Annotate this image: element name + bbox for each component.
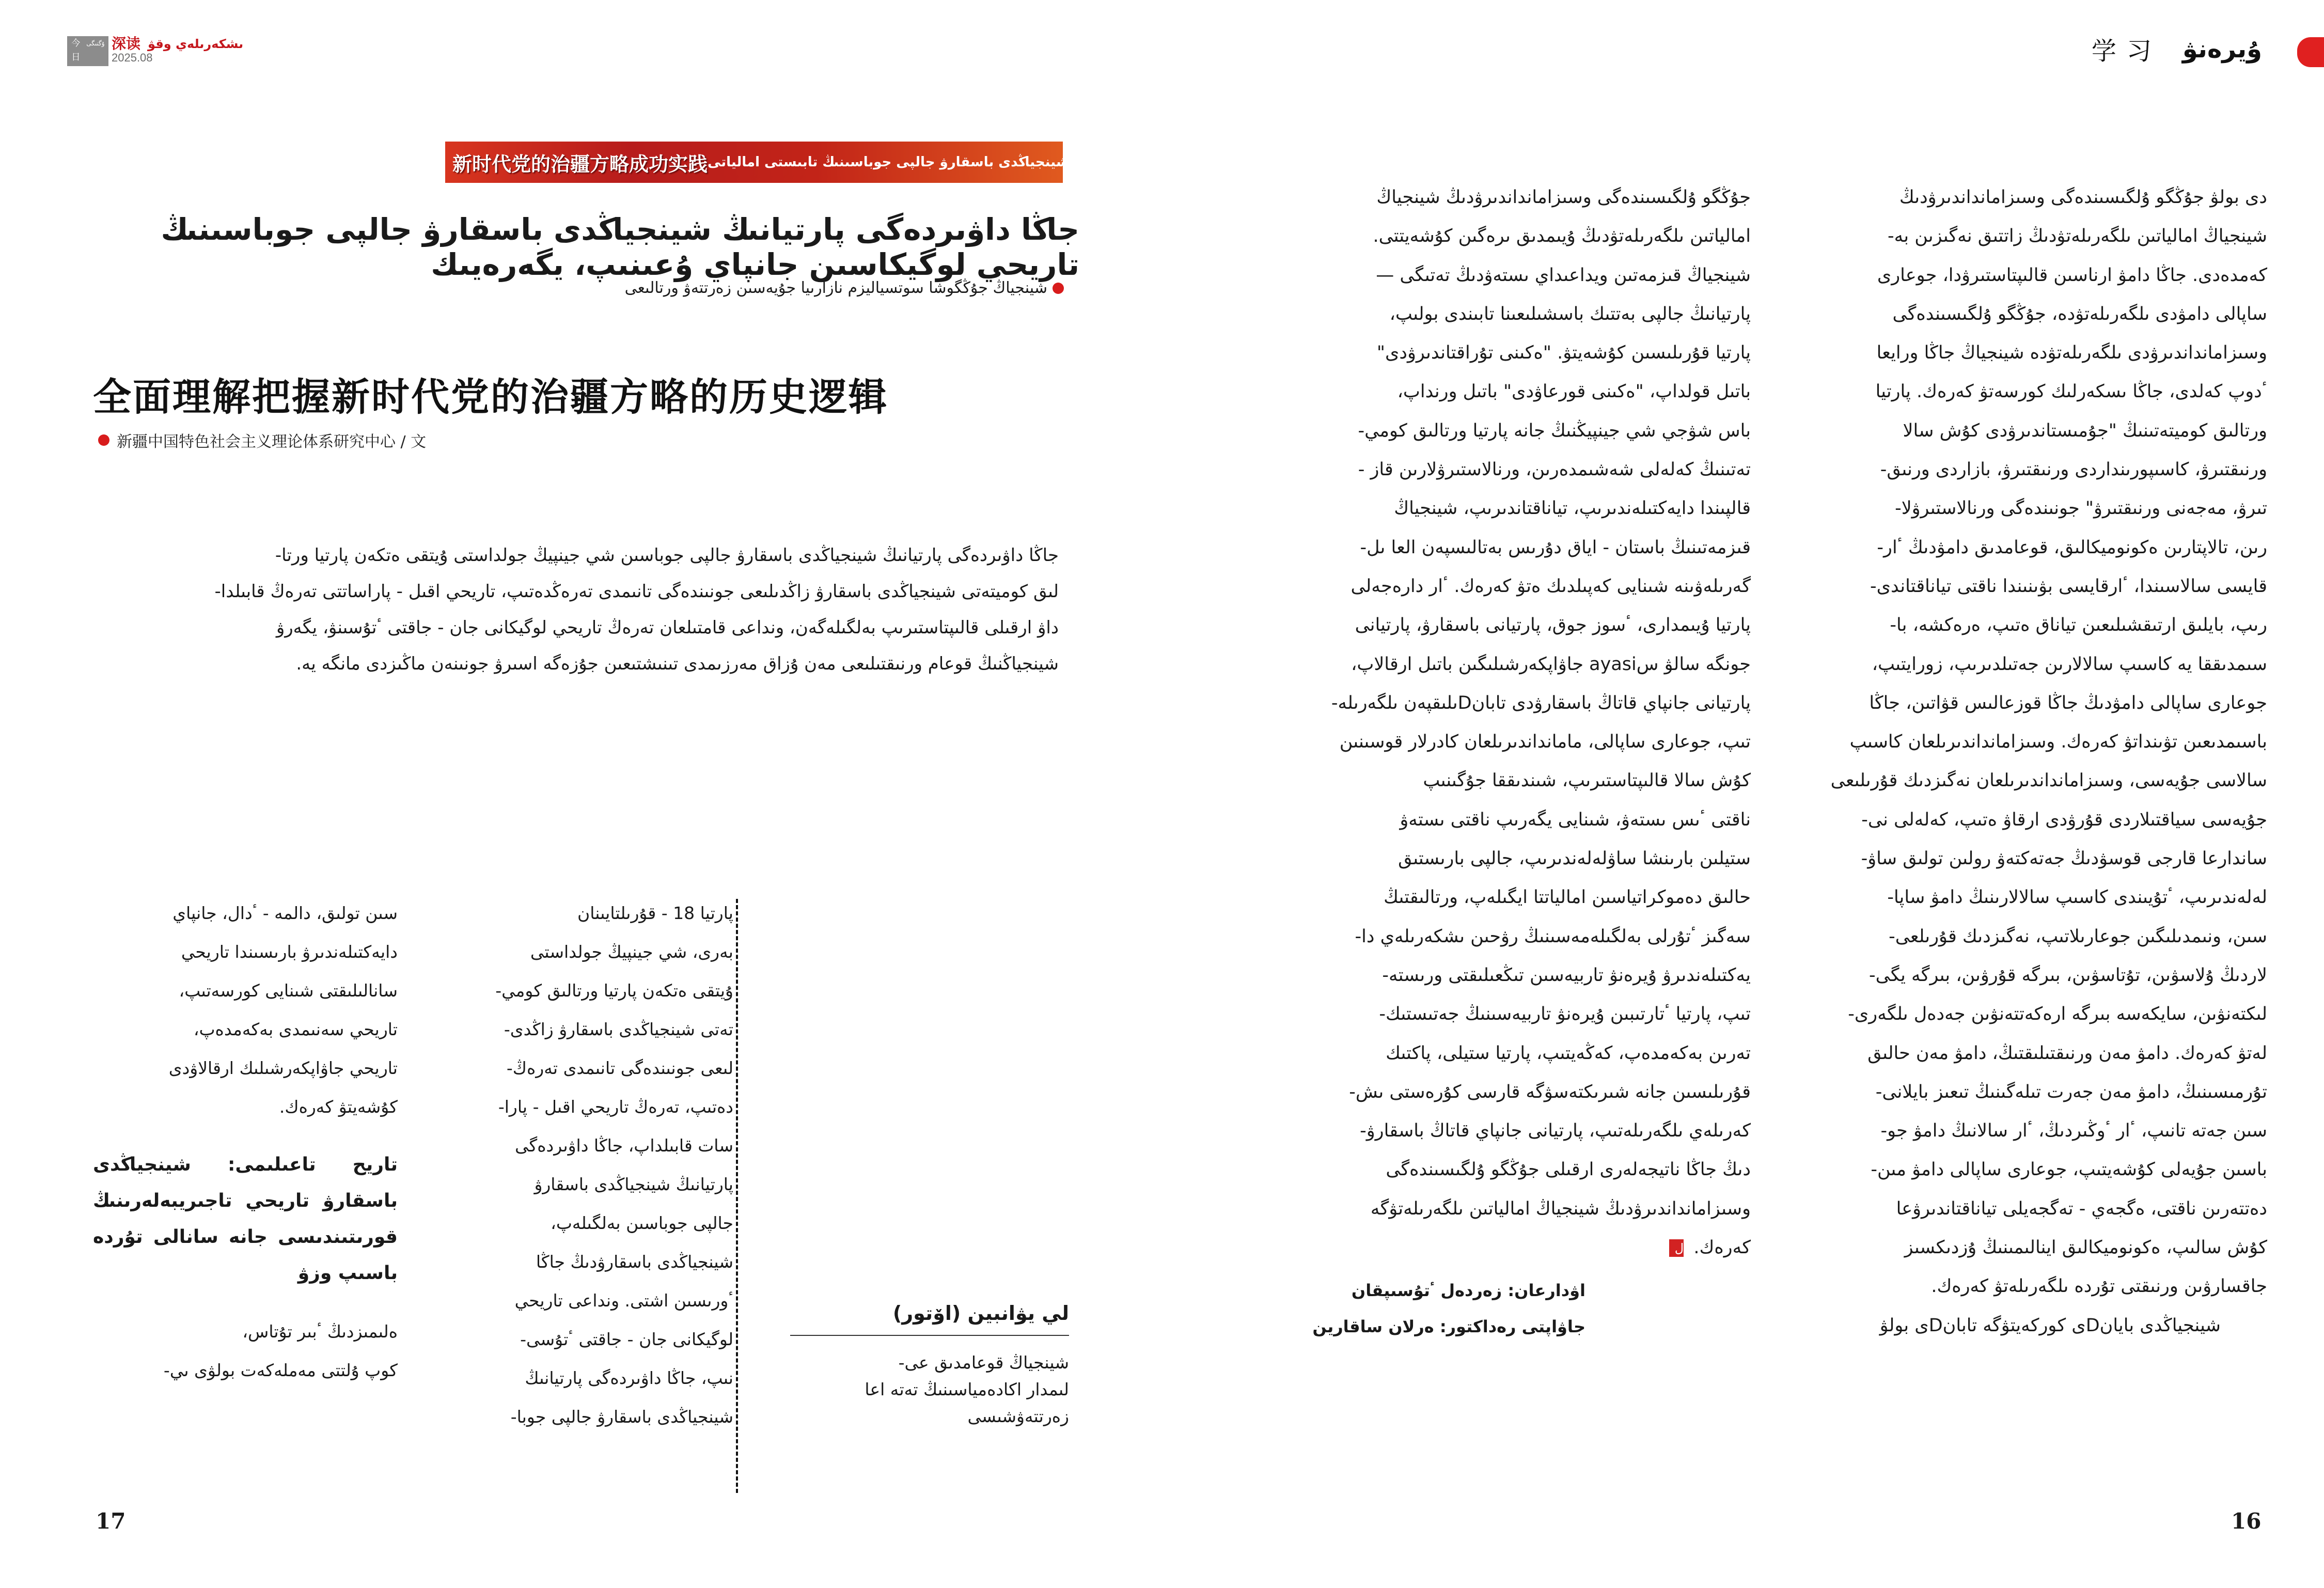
text-line: وسىزامانداندىرۋدى ىلگەرىلەتۋدە شينجياڭ جاڭا ورايعا <box>1876 342 2267 364</box>
text-line: يەكتىلەندىرۋ ۇيرەنۋ تاربيەسىن تىڭعىلىقتى ورىستە- <box>1382 964 1751 986</box>
text-line: پارتيا قۇرىلىسىن كۇشەيتۋ. "ەكىنى تۇراقتاندىرۋدى" <box>1376 342 1751 364</box>
section-name-cn: 学习 <box>2091 37 2162 66</box>
banner-text-ug: جاڭا داۋىردەگى پارتيانىڭ شينجياڭدى باسقارۋ جالپى جوباسىنىڭ تابىستى امالياتى <box>708 154 1234 170</box>
banner-text-cn: 新时代党的治疆方略成功实践 <box>452 152 708 176</box>
lead-line: شينجياڭنىڭ قوعام ورنىقتىلىعى مەن ۇزاق مەرزىمدى تىنىشتىعىن جۇزەگە اسىرۋ جونىنەن ماڭىزدى مانگە يە. <box>296 653 1059 674</box>
article-lead <box>207 537 1059 682</box>
editor-credit: جاۋاپتى رەداكتور: ەرلان ساقارين <box>1312 1317 1585 1337</box>
text-line: ورتالىق كوميتەتىنىڭ "جۇمىستاندىرۋدى كۇش سالا <box>1903 420 2267 441</box>
text-line: جاقسارۋىن ورنىقتى تۇردە ىلگەرىلەتۋ كەرەك. <box>1931 1276 2267 1297</box>
section-header <box>2092 31 2262 67</box>
text-line: تۇرمىسىنىڭ، دامۋ مەن جەرت تىلەگىنىڭ تىعىز بايلانى- <box>1875 1081 2267 1102</box>
topic-banner <box>445 142 1234 183</box>
text-line: ناقتى ٴىس ىستەۋ، شىنايى يگەرىپ ناقتى ىستەۋ <box>1400 809 1751 830</box>
lead-line: لىق كوميتەتى شينجياڭدى باسقارۋ زاڭدىلىعى جونىندەگى تانىمدى تەرەڭدەتىپ، تاريحي اقىل - پاراساتتى تەرەڭ قابىلدا- <box>214 581 1059 602</box>
byline-cn-text: 新疆中国特色社会主义理论体系研究中心 / 文 <box>117 433 427 451</box>
author-box <box>790 1302 1069 1430</box>
text-line: تىرۋ، مەجەنى ورنىقتىرۋ" جونىندەگى ورنالاستىرۋلا- <box>1895 498 2267 519</box>
text-line: باسىن جۇيەلى كۇشەيتىپ، جوعارى ساپالى دامۋ مىن- <box>1871 1159 2267 1180</box>
text-line: شينجياڭ امالياتىن ىلگەرىلەتۋدىڭ زاتتىق نەگىزىن بە- <box>1887 226 2267 247</box>
text-line: لەلەندىرىپ، ٴتۇيىندى كاسىپ سالالارىنىڭ دامۋ ساپا- <box>1887 887 2267 908</box>
section-name-ug: ۇيرەنۋ <box>2182 34 2262 64</box>
bullet-dot-icon <box>1053 283 1064 294</box>
column-name-ug: ىشكەرىلەي وقۋ <box>148 37 244 51</box>
text-line: لەتۋ كەرەك. دامۋ مەن ورنىقتىلىقتىڭ، دامۋ مەن حالىق <box>1867 1042 2267 1064</box>
issue-number: 2025.08 <box>112 51 153 64</box>
text-line: تەرىن بەكەمدەپ، كەڭەيتىپ، پارتيا ستيلى، پاكتىك <box>1386 1042 1751 1064</box>
text-line: سىن، ونىمدىلىگىن جوعارىلاتىپ، نەگىزدىك قۇرىلعى- <box>1889 926 2267 947</box>
text-line: شينجياڭ قوعامدىق عى- <box>898 1352 1069 1373</box>
text-line: دىڭ جاڭا ناتيجەلەرى ارقىلى جۇڭگو ۇلگىسىندەگى <box>1386 1159 1751 1180</box>
logo-text: ۇگنىگى <box>86 40 105 47</box>
text-line: وسىزامانداندىرۋدىڭ شينجياڭ امالياتىن ىلگەرىلەتۋگە <box>1370 1198 1751 1219</box>
text-line: رىن، تالاپتارىن ەكونوميكالىق، قوعامدىق دامۋدىڭ ٴار- <box>1877 537 2267 558</box>
lead-line: داۋ ارقىلى قالىپتاستىرىپ بەلگىلەگەن، ونداعى قامتىلعان تەرەڭ تاريحي لوگيكانى جان - جاقتى ٴتۇسىنۋ، يگەرۋ <box>276 617 1059 638</box>
text-line: سەگىز ٴتۇرلى بەلگىلەمەسىنىڭ رۋحىن ىشكەرىلەي دا- <box>1355 926 1751 947</box>
text-line: تاريحي سەنىمدى بەكەمدەپ، <box>193 1019 398 1039</box>
text-line: لىعى جونىندەگى تانىمدى تەرەڭ- <box>506 1058 733 1078</box>
text-line: شينجياڭدى باسقارۋ جالپى جوبا- <box>510 1407 733 1427</box>
article-title-ug: جاڭا داۋىردەگى پارتيانىڭ شينجياڭدى باسقارۋ جالپى جوباسىنىڭ تاريحي لوگيكاسىن جانپاي ۇعىنىپ، يگەرەيىك <box>161 212 1079 282</box>
text-line: حالىق دەموكراتياسىن امالياتتا ايگىلەپ، ورتالىقتىڭ <box>1384 887 1751 908</box>
section-tab-marker <box>2297 37 2324 67</box>
text-line: شينجياڭدى باسقارۋدىڭ جاڭا <box>536 1252 733 1272</box>
text-line: لىكتەنۋىن، سايكەسە بىرگە ارەكەتتەنۋىن جەدەل ىلگەرى- <box>1848 1004 2267 1025</box>
body-column-right-2 <box>1771 178 2267 1345</box>
text-line: تىپ، پارتيا ٴتارتىبىن ۇيرەنۋ تاربيەسىنىڭ جەتىستىك- <box>1379 1004 1751 1025</box>
text-line: كوپ ۇلتتى مەملەكەت بولۋى ىي- <box>163 1360 398 1380</box>
text-line: شينجياڭ قىزمەتىن ويداعىداي ىستەۋدىڭ تەتىگى — <box>1376 264 1751 286</box>
text-line: جۇيەسى سياقتىلاردى قۇرۋدى ارقاۋ ەتىپ، كەلەلى نى- <box>1861 809 2267 830</box>
text-line: جونگە سالۋ سayasi جاۋاپكەرشىلىگىن باتىل ارقالاپ، <box>1351 653 1751 675</box>
body-column-left-2 <box>429 894 733 1436</box>
section-lead-line: شينجياڭدى بايانDى كوركەيتۋگە تابانDى بولۋ <box>1879 1315 2221 1336</box>
text-line: ٴدوپ كەلدى، جاڭا ىسكەرلىك كورسەتۋ كەرەك. پارتيا <box>1875 381 2267 402</box>
text-line: ورنىقتىرۋ، كاسىپورىنداردى ورنىقتىرۋ، بازاردى ورنىق- <box>1880 459 2267 480</box>
text-line: تىپ، جوعارى ساپالى، مامانداندىرىلعان كادرلار قوسىنىن <box>1339 731 1751 753</box>
author-affiliation <box>790 1349 1069 1430</box>
text-line: سىمدىققا يە كاسىپ سالالارىن جەتىلدىرىپ، زورايتىپ، <box>1872 653 2267 675</box>
text-line: تەتى شينجياڭدى باسقارۋ زاڭدى- <box>504 1019 733 1039</box>
column-divider <box>736 899 738 1493</box>
body-column-left-1 <box>93 894 398 1390</box>
text-line: پارتيانى جانپاي قاتاڭ باسقارۋدى تابانDىلىقپەن ىلگەرىلە- <box>1331 692 1751 713</box>
page-number-left: 17 <box>96 1508 126 1534</box>
text-line: پارتيانىڭ جالپى بەتتىك باسشىلىعىنا تابىندى بولىپ، <box>1389 303 1751 324</box>
author-name: لي يۋانبين (اۆتور) <box>892 1302 1069 1325</box>
credits <box>1255 1272 1751 1345</box>
text-line: امالياتىن ىلگەرىلەتۋدىڭ ۇيىمدىق ىرەگىن كۇشەيتتى. <box>1373 226 1751 247</box>
text-line: جوعارى ساپالى دامۋدىڭ جاڭا قوزعالىس قۋاتىن، جاڭا <box>1869 692 2267 713</box>
logo-text: شىنجياڭ <box>84 68 106 75</box>
text-line: نىپ، جاڭا داۋىردەگى پارتيانىڭ <box>525 1368 733 1388</box>
byline-ug-text: شينجياڭ جۇڭگوشا سوتسياليزم نازارىيا جۇيەسىن زەرتتەۋ ورتالىعى <box>624 279 1047 297</box>
page-number-right: 16 <box>2231 1508 2262 1534</box>
text-line-final: كەرەك. <box>1693 1237 1751 1258</box>
text-line: گەرىلەۋىنە شىنايى كەپىلدىك ەتۋ كەرەك. ٴار دارەجەلى <box>1351 575 1751 597</box>
magazine-logo <box>67 36 108 90</box>
text-line: جالپى جوباسىن بەلگىلەپ، <box>551 1213 733 1233</box>
text-line: سالاسى جۇيەسى، وسىزامانداندىرىلعان نەگىزدىك قۇرىلىعى <box>1830 770 2267 791</box>
text-line: سىن جەتە تانىپ، ٴار ٴوڭىردىڭ، ٴار سالانىڭ دامۋ جو- <box>1880 1120 2267 1142</box>
text-line: سىن تولىق، دالمە - ٴدال، جانپاي <box>172 903 398 923</box>
text-line: دى بولۋ جۇڭگو ۇلگىسىندەگى وسىزامانداندىرۋدىڭ <box>1899 187 2267 208</box>
text-line: بەرى، شي جينپيڭ جولداستى <box>530 942 733 962</box>
text-line: ساپالى دامۋدى ىلگەرىلەتۋدە، جۇڭگو ۇلگىسىندەگى <box>1892 303 2267 324</box>
text-line: ٴورىسىن اشتى. ونداعى تاريحي <box>514 1290 733 1311</box>
byline-ug <box>392 279 1064 297</box>
text-line: تاريحي جاۋاپكەرشىلىك ارقالاۋدى <box>168 1058 398 1078</box>
section-subheading: تاريح تاعىلىمى: شينجياڭدى باسقارۋ تاريحي تاجىريبەلەرىنىڭ قورىتىندىسى جانە سانالى تۇردە باسىپ وزۋ <box>93 1154 398 1284</box>
text-line: قىزمەتىنىڭ باستان - اياق دۇرىس بەتالىسپەن العا ىل- <box>1360 537 1751 558</box>
text-line: باسىمدىعىن تۋىنداتۋ كەرەك. وسىزامانداندىرىلعان كاسىپ <box>1849 731 2267 753</box>
lead-line: جاڭا داۋىردەگى پارتيانىڭ شينجياڭدى باسقارۋ جالپى جوباسىن شي جينپيڭ جولداستى ۇيتقى ەتكەن پارتيا ورتا- <box>275 545 1059 566</box>
text-line: كۇش سالا قالىپتاستىرىپ، شىندىققا جۇگىنىپ <box>1423 770 1751 791</box>
text-line: باس شۋجي شي جينپيڭنىڭ جانە پارتيا ورتالىق كومي- <box>1358 420 1751 441</box>
text-line: پارتيانىڭ شينجياڭدى باسقارۋ <box>534 1174 733 1194</box>
text-line: باتىل قولداپ، "ەكىنى قورعاۋدى" باتىل ورنداپ، <box>1397 381 1751 402</box>
byline-cn <box>98 429 426 452</box>
text-line: دايەكتىلەندىرۋ بارىسىندا تاريحي <box>181 942 398 962</box>
text-line <box>1255 1228 1751 1267</box>
text-line: لوگيكانى جان - جاقتى ٴتۇسى- <box>520 1329 733 1349</box>
column-name-cn: 深读 <box>112 35 141 52</box>
text-line: لىمدار اكادەمياسىنىڭ تەتە اعا <box>865 1379 1069 1399</box>
article-title-cn: 全面理解把握新时代党的治疆方略的历史逻辑 <box>93 375 888 419</box>
text-line: قالپىندا دايەكتىلەندىرىپ، تياناقتاندىرىپ، شينجياڭ <box>1394 498 1751 519</box>
text-line: رىپ، بايلىق ارتىقشىلىعىن تياناق ەتىپ، ەرەكشە، با- <box>1890 615 2267 636</box>
text-line: زەرتتەۋشىسى <box>967 1406 1069 1426</box>
text-line: جۇڭگو ۇلگىسىندەگى وسىزامانداندىرۋدىڭ شينجياڭ <box>1376 187 1751 208</box>
bullet-dot-icon <box>98 434 109 446</box>
text-line: كەمدەدى. جاڭا دامۋ ارناسىن قالىپتاستىرۋدا، جوعارى <box>1877 264 2267 286</box>
translator-credit: اۋدارعان: زەردەل ٴتۇسىپقان <box>1351 1281 1585 1301</box>
text-line: ەلىمىزدىڭ ٴبىر تۇتاس، <box>242 1321 398 1342</box>
text-line: تەتىنىڭ كەلەلى شەشىمدەرىن، ورنالاستىرۋلارىن قاز - <box>1358 459 1751 480</box>
text-line: ۇيتقى ەتكەن پارتيا ورتالىق كومي- <box>495 980 733 1001</box>
text-line: دەتىپ، تەرەڭ تاريحي اقىل - پارا- <box>498 1097 733 1117</box>
text-line: سانالىلىقتى شىنايى كورسەتىپ، <box>179 980 398 1001</box>
logo-text: 今日 <box>71 38 81 63</box>
body-column-right-1 <box>1255 178 1751 1345</box>
magazine-brand <box>67 35 244 90</box>
text-line: لاردىڭ ۇلاسۋىن، تۇتاسۋىن، بىرگە قۇرۋىن، بىرگە يگى- <box>1869 964 2267 986</box>
text-line: كۇشەيتۋ كەرەك. <box>279 1097 398 1117</box>
text-line: دەتتەرىن ناقتى، ەگجەي - تەگجەيلى تياناقتاندىرۋعا <box>1896 1198 2267 1219</box>
author-divider <box>790 1335 1069 1336</box>
text-line: ستيلىن بارىنشا ساۋلەلەندىرىپ، جالپى بارىستىق <box>1398 848 1751 869</box>
text-line: قۇرىلىسىن جانە شىرىكتەسۋگە قارسى كۇرەستى ىش- <box>1349 1081 1751 1102</box>
article-end-mark-icon: ل <box>1669 1239 1684 1257</box>
text-line: پارتيا ۇيىمدارى، ٴسوز جوق، پارتيانى باسقارۋ، پارتيانى <box>1355 615 1751 636</box>
text-line: كەرىلەي ىلگەرىلەتىپ، پارتيانى جانپاي قاتاڭ باسقارۋ- <box>1360 1120 1751 1142</box>
logo-text: 新疆 <box>71 66 81 90</box>
text-line: كۇش سالىپ، ەكونوميكالىق اينالىمىنىڭ ۇزدىكسىز <box>1904 1237 2267 1258</box>
text-line: ساندارعا قارجى قوسۋدىڭ جەتەكتەۋ رولىن تولىق ساۋ- <box>1861 848 2267 869</box>
text-line: پارتيا 18 - قۇرىلتايىنان <box>577 903 733 923</box>
text-line: سات قابىلداپ، جاڭا داۋىردەگى <box>515 1135 733 1156</box>
text-line: قايسى سالاسىندا، ٴارقايسى بۋىنىندا ناقتى تياناقتاندى- <box>1870 575 2267 597</box>
